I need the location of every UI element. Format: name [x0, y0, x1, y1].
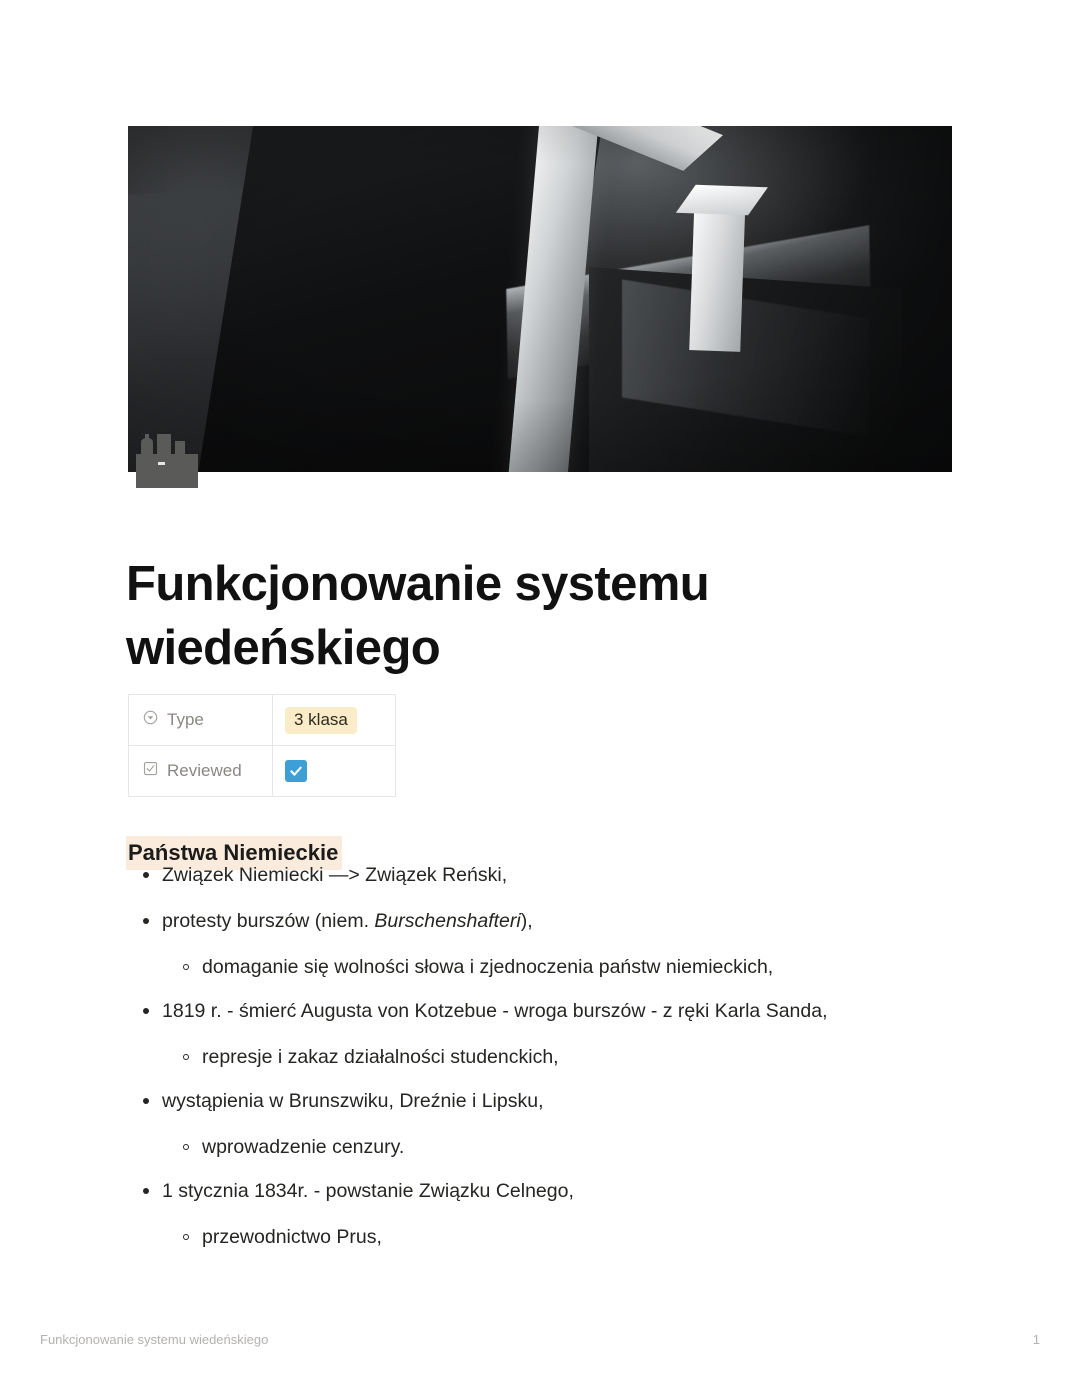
list-item-text-after: ), — [520, 910, 533, 932]
cityscape-icon[interactable] — [136, 432, 198, 488]
property-row-type[interactable] — [129, 695, 395, 746]
reviewed-checkbox[interactable] — [285, 760, 307, 782]
list-item-text-before: protesty burszów (niem. — [162, 910, 375, 932]
status-tag: 3 klasa — [285, 707, 357, 734]
bullet-list — [128, 862, 938, 1268]
list-item: wprowadzenie cenzury. — [128, 1134, 938, 1160]
page-cover-image — [128, 126, 952, 472]
property-key-type — [129, 695, 273, 745]
section-heading: Państwa Niemieckie — [126, 836, 342, 870]
cover-vignette — [128, 126, 952, 472]
list-item: 1 stycznia 1834r. - powstanie Związku Celnego, — [128, 1178, 938, 1204]
list-item: Związek Niemiecki —> Związek Reński, — [128, 862, 938, 888]
footer-document-title: Funkcjonowanie systemu wiedeńskiego — [40, 1332, 269, 1347]
list-item: wystąpienia w Brunszwiku, Dreźnie i Lipsku, — [128, 1088, 938, 1114]
list-item: przewodnictwo Prus, — [128, 1224, 938, 1250]
property-row-reviewed[interactable] — [129, 746, 395, 796]
list-item: 1819 r. - śmierć Augusta von Kotzebue - wroga burszów - z ręki Karla Sanda, — [128, 998, 938, 1024]
list-item: domaganie się wolności słowa i zjednoczenia państw niemieckich, — [128, 954, 938, 980]
list-item — [128, 908, 938, 934]
select-icon — [143, 710, 158, 730]
list-item: represje i zakaz działalności studenckich, — [128, 1044, 938, 1070]
footer-page-number: 1 — [1032, 1332, 1040, 1347]
property-value-reviewed[interactable] — [273, 746, 395, 796]
property-label-type: Type — [167, 710, 204, 729]
property-value-type[interactable] — [273, 695, 395, 745]
page-footer — [40, 1332, 1040, 1347]
property-key-reviewed — [129, 746, 273, 796]
list-item-text-italic: Burschenshafteri — [374, 910, 521, 932]
check-icon — [288, 763, 304, 779]
page-properties-table — [128, 694, 396, 797]
checkbox-icon — [143, 761, 158, 781]
property-label-reviewed: Reviewed — [167, 761, 242, 780]
page-title: Funkcjonowanie systemu wiedeńskiego — [126, 556, 710, 675]
